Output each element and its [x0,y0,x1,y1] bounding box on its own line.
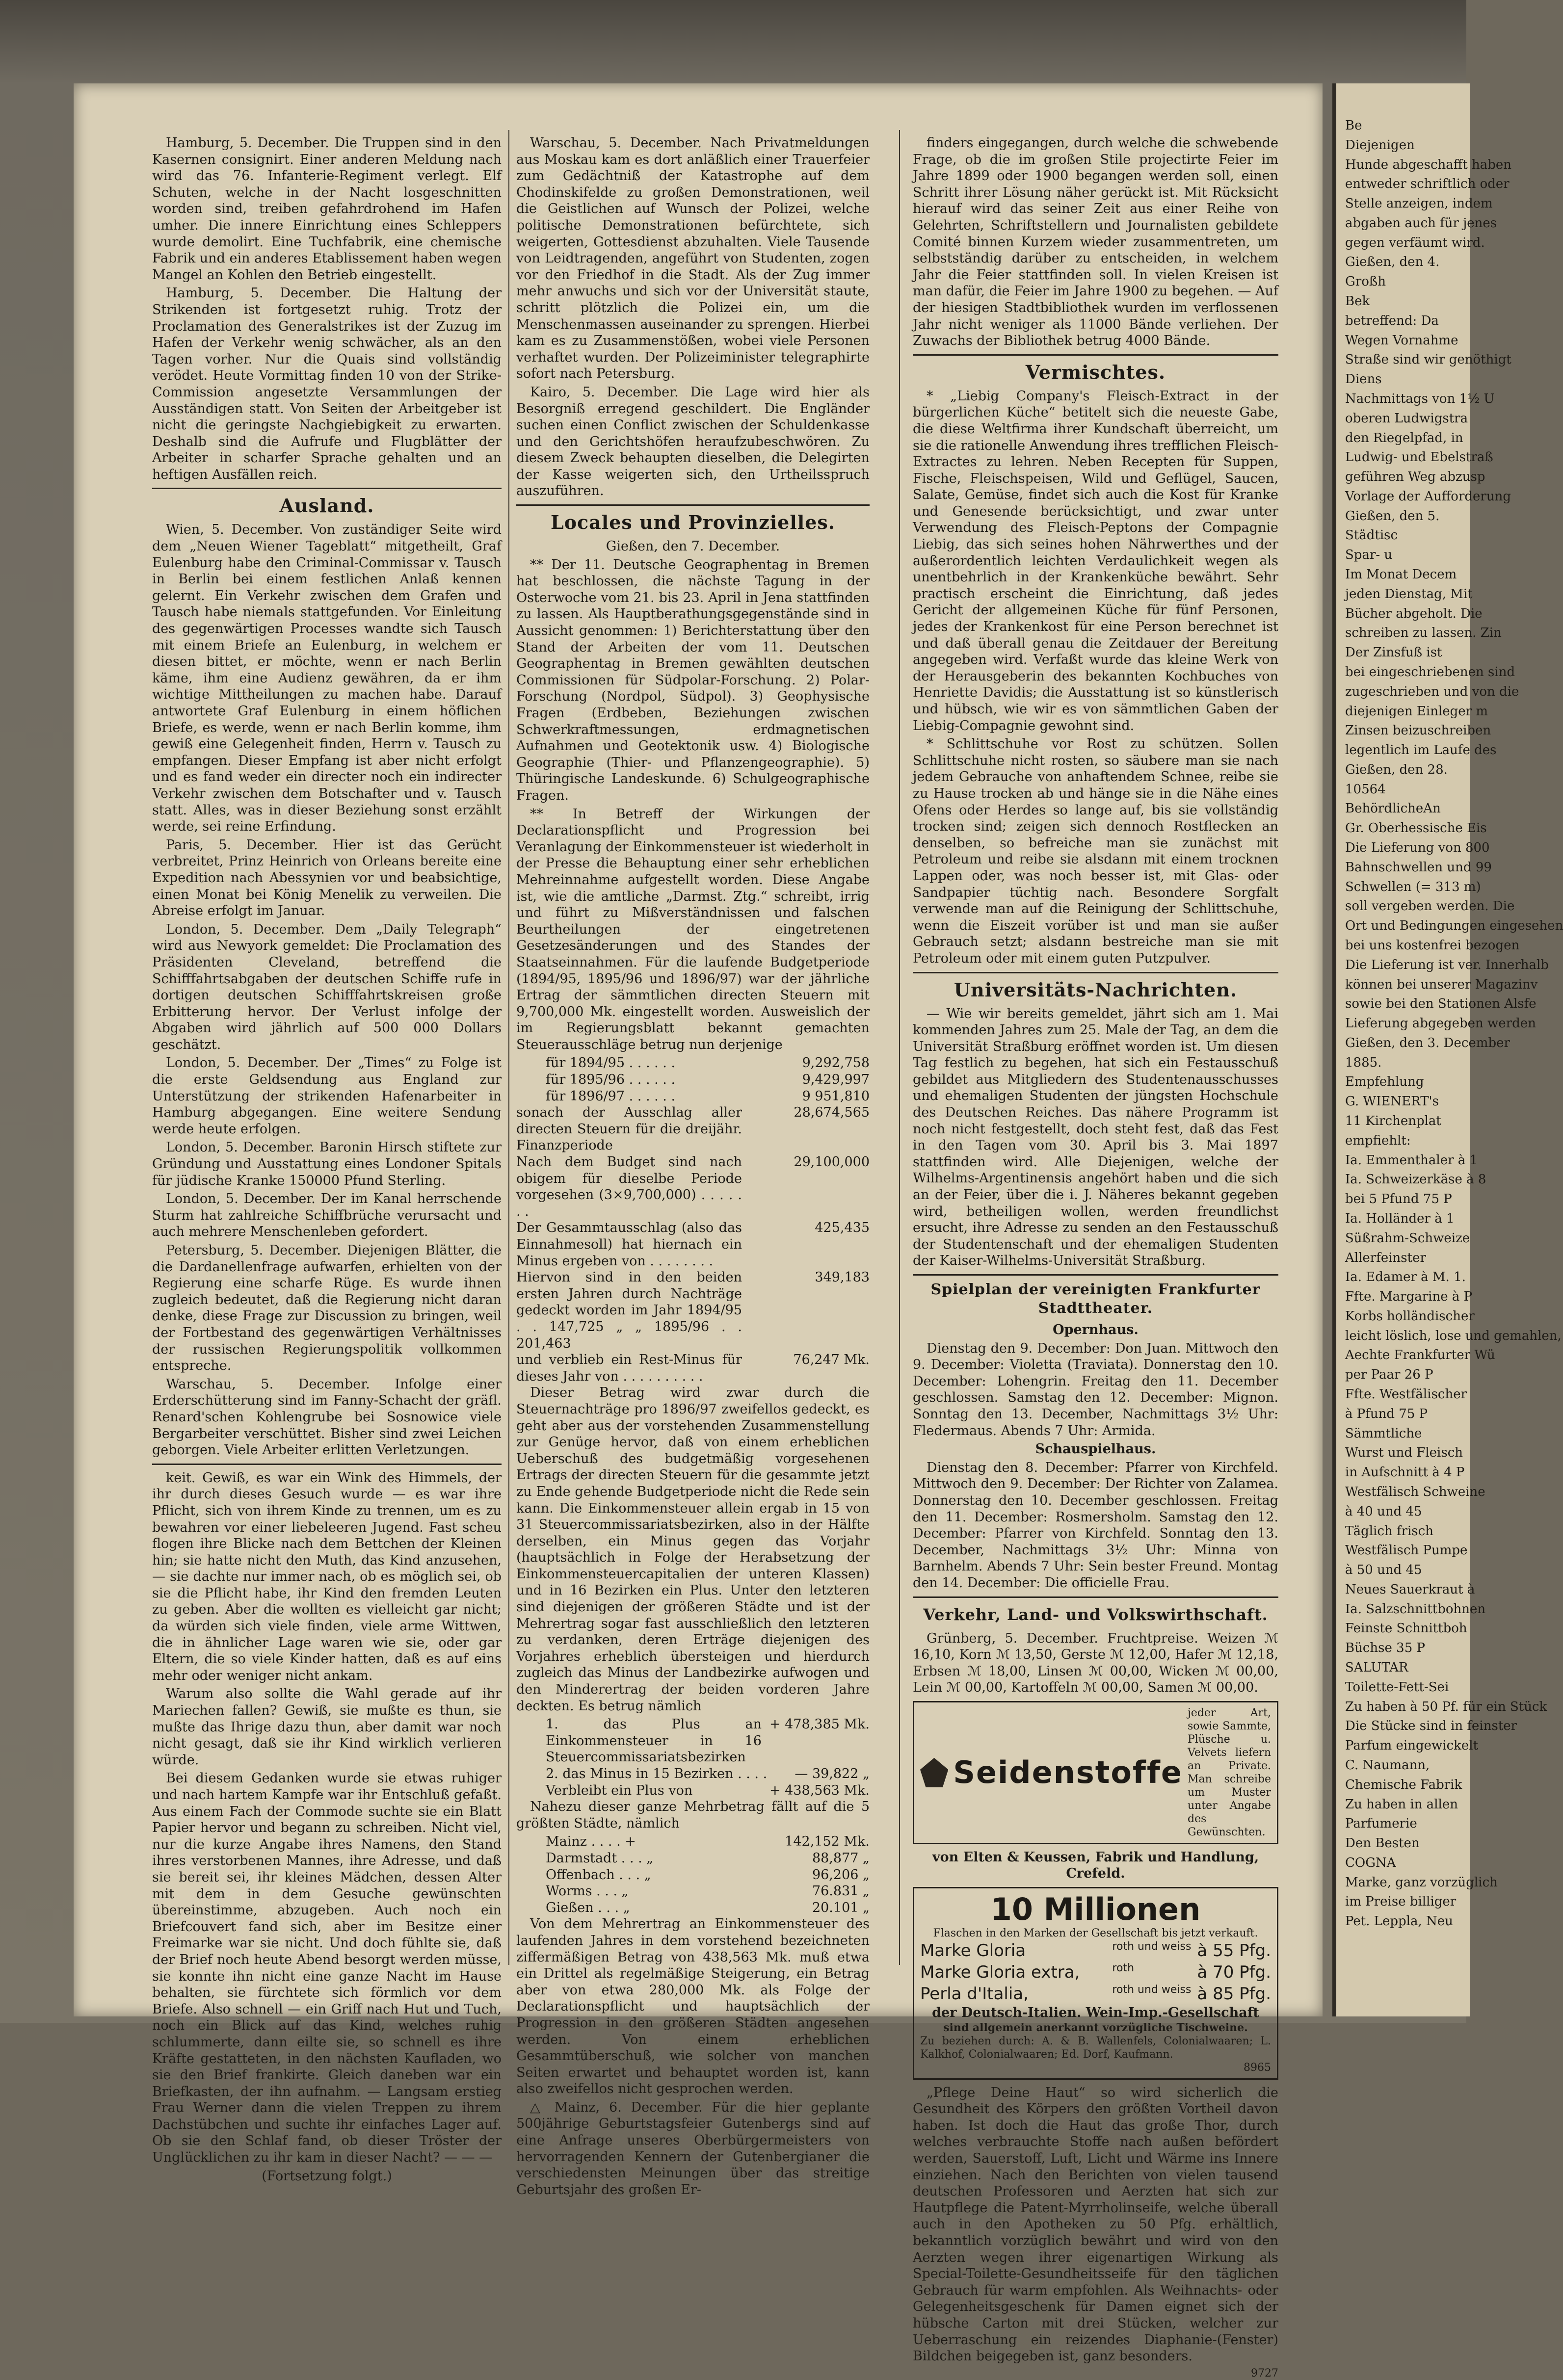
article-warschau-2: Warschau, 5. December. Nach Privatmeldungen aus Moskau kam es dort anläßlich einer Trauerfeier zum Gedächtniß der Katastrophe auf dem Chodinskifelde zu großen Demonstrationen, weil die Geistlichen auf Wunsch der Polizei, welche politische Demonstrationen befürchtete, sich weigerten, Gottesdienst abzuhalten. Viele Tausende von Leidtragenden, angeführt von Studenten, zogen vor den Friedhof in die Stadt. Als der Zug immer mehr anwuchs und sich vor der Universität staute, schritt plötzlich die Polizei ein, um die Menschenmassen auseinander zu sprengen. Hierbei kam es zu Zusammenstößen, wobei viele Personen verhaftet wurden. Der Polizeiminister telegraphirte sofort nach Petersburg. [516,135,870,382]
table-row: Nach dem Budget sind nach obigem für dieselbe Periode vorgesehen (3×9,700,000) . . . . . . . 29,100,000 [516,1154,870,1219]
article-mainz-cont: finders eingegangen, durch welche die schwebende Frage, ob die im großen Stile projectirte Feier im Jahre 1899 oder 1900 begangen werden soll, einen Schritt ihrer Lösung näher gerückt ist. Mit Rücksicht hierauf wird das seiner Zeit aus einer Reihe von Gelehrten, Schriftstellern und Journalisten gebildete Comité binnen Kurzem wieder zusammentreten, um selbstständig darüber zu entscheiden, in welchem Jahr die Feier stattfinden soll. In vielen Kreisen ist man dafür, die Feier im Jahre 1900 zu begehen. — Auf der hiesigen Stadtbibliothek wurden im verflossenen Jahr nicht weniger als 11000 Bände verliehen. Der Zuwachs der Bibliothek betrug 4000 Bände. [913,135,1278,349]
wine-table [920,1940,1271,2005]
right-page-line: diejenigen Einleger m [1345,704,1488,719]
right-page-line: entweder schriftlich oder [1345,177,1510,192]
right-page-line: Korbs holländischer [1345,1308,1475,1324]
ad-number: 9727 [1251,2367,1278,2380]
heading-universitaet: Universitäts-Nachrichten. [954,978,1238,1001]
table-row: 2. das Minus in 15 Bezirken . . . . — 39,822 „ [546,1766,870,1781]
right-page-line: Feinste Schnittboh [1345,1621,1467,1636]
article-liebig: * „Liebig Company's Fleisch-Extract in der bürgerlichen Küche“ betitelt sich die neueste Gabe, die diese Weltfirma ihrer Kundschaft überreicht, um sie die rationelle Anwendung ihres trefflichen Fleisch-Extractes zu lehren. Neben Recepten für Suppen, Fische, Fleischspeisen, Wild und Geflügel, Saucen, Salate, Gemüse, findet sich auch die Kost für Kranke und Genesende berücksichtigt, und zwar unter Verwendung des Fleisch-Peptons der Compagnie Liebig, das sich seines hohen Nährwerthes und der außerordentlich leichten Verdaulichkeit wegen als unentbehrlich in der Krankenküche bewährt. Sehr practisch erscheint die Einrichtung, daß jedes Gericht der allgemeinen Küche für fünf Personen, jedes der Krankenkost für eine Person berechnet ist und daß überall genau die Zeitdauer der Bereitung angegeben wird. Verfaßt wurde das kleine Werk von der Herausgeberin des bekannten Kochbuches von Henriette Davidis; die Ausstattung ist so künstlerisch und hübsch, wie wir es von sämmtlichen Gaben der Liebig-Compagnie gewohnt sind. [913,388,1278,733]
right-page-line: Der Zinsfuß ist [1345,645,1442,660]
article-steuer-3: Nahezu dieser ganze Mehrbetrag fällt auf die 5 größten Städte, nämlich [516,1799,870,1831]
feuilleton-1: keit. Gewiß, es war ein Wink des Himmels, der ihr durch dieses Gesuch wurde — es war ihre Pflicht, sich von ihrem Kinde zu trennen, um es zu bewahren vor einer liebeleeren Jugend. Fast scheu flogen ihre Blicke nach dem Bettchen der Kleinen hin; sie hatte nicht den Muth, das Kind anzusehen, — sie dachte nur immer nach, ob es möglich sei, ob sie die Pflicht habe, ihr Kind den fremden Leuten zu geben. Aber die wollten es vielleicht gar nicht; da würden sich viele finden, viele arme Wittwen, die in ähnlicher Lage waren wie sie, oder gar Eltern, die so viele Kinder hatten, daß es auf eins mehr oder weniger nicht ankam. [152,1470,502,1683]
wine-name: Marke Gloria [920,1941,1026,1961]
article-hamburg-2: Hamburg, 5. December. Die Haltung der Strikenden ist fortgesetzt ruhig. Trotz der Proclamation des Generalstrikes ist der Zuzug im Hafen der Verkehr wenig schwächer, als an den Tagen vorher. Nur die Quais sind vollständig verödet. Heute Vormittag finden 10 von der Strike-Commission angesetzte Versammlungen der Ausständigen statt. Von Seiten der Arbeitgeber ist nicht die geringste Nachgiebigkeit zu erwarten. Deshalb sind die Aufrufe und Flugblätter der Arbeiter in scharfer Sprache gehalten und an heftigen Ausfällen reich. [152,286,502,482]
right-page-line: können bei unserer Magazinv [1345,977,1538,992]
article-paris: Paris, 5. December. Hier ist das Gerücht verbreitet, Prinz Heinrich von Orleans bereite eine Expedition nach Abessynien vor und beabsichtige, einen Monat bei König Menelik zu verweilen. Die Abreise erfolgt im Januar. [152,837,502,919]
right-page-line: Im Monat Decem [1345,567,1457,582]
wine-kind: roth und weiss [1112,1940,1192,1953]
right-page-line: Süßrahm-Schweize [1345,1230,1470,1246]
right-page-line: Ort und Bedingungen eingesehen [1345,918,1563,934]
right-page-line: Stelle anzeigen, indem [1345,196,1493,211]
right-page-line: Lieferung abgegeben werden [1345,1016,1536,1031]
right-page-line: Diens [1345,372,1382,387]
section-rule [913,1274,1278,1276]
right-page-line: Bahnschwellen und 99 [1345,860,1492,875]
ad-brand: Seidenstoffe [953,1754,1183,1790]
right-page-line: legentlich im Laufe des [1345,743,1497,758]
right-page-line: Großh [1345,274,1386,289]
section-rule [516,504,870,506]
article-kairo: Kairo, 5. December. Die Lage wird hier als Besorgniß erregend geschildert. Die Engländer suchen einen Conflict zwischen der Schuldenkasse und den Gerichtshöfen heraufzubeschwören. Zu diesem Zweck behaupten dieselben, die Delegirten der Kasse weigerten sich, den Urtheilsspruch auszuführen. [516,384,870,499]
right-page-line: Westfälisch Pumpe [1345,1543,1468,1558]
right-page-line: à 40 und 45 [1345,1504,1422,1519]
ad-note: sind allgemein anerkannt vorzügliche Tischweine. [943,2021,1248,2034]
right-page-line: leicht löslich, lose und gemahlen, [1345,1328,1562,1343]
right-page-line: soll vergeben werden. Die [1345,899,1515,914]
right-page-line: Städtisc [1345,528,1398,543]
table-row: für 1895/96 . . . . . . 9,429,997 [546,1072,870,1088]
right-page-line: Vorlage der Aufforderung [1345,489,1511,504]
right-page-line: 10564 [1345,782,1386,797]
right-page-line: Empfehlung [1345,1074,1424,1090]
right-page-line: empfiehlt: [1345,1133,1411,1148]
article-schlittschuhe: * Schlittschuhe vor Rost zu schützen. Sollen Schlittschuhe nicht rosten, so säubere man sie nach jedem Gebrauche von anhaftendem Schnee, reibe sie zu Hause trocken ab und hänge sie in die Nähe eines Ofens oder Herdes so lange auf, bis sie vollständig trocken sind; zeigen sich dennoch Rostflecken an denselben, so befreiche man sie zunächst mit Petroleum und reibe sie alsdann mit einem trocknen Lappen oder, was noch besser ist, mit Glas- oder Sandpapier tüchtig nach. Besondere Sorgfalt verwende man auf die Reinigung der Schlittschuhe, wenn die Eiszeit vorüber ist und man sie außer Gebrauch setzt; alsdann bestreiche man sie mit Petroleum oder mit einem guten Putzpulver. [913,736,1278,966]
right-page-line: Die Lieferung ist ver. Innerhalb [1345,957,1549,972]
right-page-line: BehördlicheAn [1345,801,1441,816]
right-page-line: Zu haben in allen [1345,1797,1458,1812]
right-page-line: 1885. [1345,1055,1382,1070]
column-2 [516,135,870,2197]
table-row: Der Gesammtausschlag (also das Einnahmesoll) hat hiernach ein Minus ergeben von . . . . . . . . 425,435 [516,1220,870,1269]
right-page-line: Bek [1345,294,1370,309]
feuilleton-3: Bei diesem Gedanken wurde sie etwas ruhiger und nach hartem Kampfe war ihr Entschluß gefaßt. Aus einem Fach der Commode suchte sie ein Blatt Papier hervor und begann zu schreiben. Nicht viel, nur die kurze Angabe ihres Namens, den Stand ihres verstorbenen Mannes, ihre Adresse, und daß sie bereit sei, ihr kleines Mädchen, dessen Alter mit dem in dem Gesuche gewünschten übereinstimme, abzugeben. Auch noch ein Briefcouvert fand sich, aber im Besitze einer Freimarke war sie nicht. Und doch fühlte sie, daß der Brief noch heute Abend besorgt werden müsse, sie konnte ihn nicht eine ganze Nacht im Hause behalten, sie fürchtete sich förmlich vor dem Briefe. Also schnell — ein Griff nach Hut und Tuch, noch ein Blick auf das Kind, welches ruhig schlummerte, dann eilte sie, so schnell es ihre Kräfte gestatteten, in den nächsten Kaufladen, wo sie den Brief frankirte. Gleich daneben war ein Briefkasten, der ihn aufnahm. — Langsam erstieg Frau Werner dann die vielen Treppen zu ihrem Dachstübchen und suchte ihr einfaches Lager auf. Ob sie den Schlaf fand, ob dieser Tröster der Unglücklichen zu ihr kam in dieser Nacht? — — — [152,1771,502,2166]
table-row: 1. das Plus an Einkommensteuer in 16 Steuercommissariatsbezirken + 478,385 Mk. [546,1717,870,1765]
right-page-line: Ludwig- und Ebelstraß [1345,450,1493,465]
article-strassburg: — Wie wir bereits gemeldet, jährt sich am 1. Mai kommenden Jahres zum 25. Male der Tag, an dem die Universität Straßburg eröffnet worden ist. Um diesen Tag festlich zu begehen, hat sich ein Festausschuß gebildet aus Mitgliedern des Studentenausschusses und ehemaligen Studenten der jüngsten Hochschule des Deutschen Reiches. Das nähere Programm ist noch nicht festgestellt, doch steht fest, daß das Fest in den Tagen vom 30. April bis 3. Mai 1897 stattfinden wird. Alle Diejenigen, welche der Wilhelms-Argentinensis angehört haben und die sich an der Feier, über die i. J. Näheres bekannt gegeben wird, betheiligen wollen, werden freundlichst ersucht, ihre Adresse zu senden an den Festausschuß der Studentenschaft und der ehemaligen Studenten der Kaiser-Wilhelms-Universität Straßburg. [913,1006,1278,1269]
ad-hautpflege: „Pflege Deine Haut“ so wird sicherlich die Gesundheit des Körpers den größten Vortheil davon haben. Ist doch die Haut das große Thor, durch welches verbrauchte Stoffe nach außen befördert werden, Sauerstoff, Luft, Licht und Wärme ins Innere einziehen. Nach den Berichten von vielen tausend deutschen Professoren und Aerzten hat sich zur Hautpflege die Patent-Myrrholinseife, welche überall auch in den Apotheken zu 50 Pfg. erhältlich, bekanntlich vorzüglich bewährt und wird von den Aerzten wegen ihrer eigenartigen Wirkung als Special-Toilette-Gesundheitsseife für den täglichen Gebrauch für warm empfohlen. Als Weihnachts- oder Gelegenheitsgeschenk für Damen eignet sich der hübsche Carton mit drei Stücken, welcher zur Ueberraschung ein reizendes Diaphanie-(Fenster) Bildchen beigegeben ist, ganz besonders. [913,2085,1278,2364]
right-page-line: Parfum eingewickelt [1345,1738,1479,1753]
ad-title: 10 Millionen [990,1891,1201,1928]
ad-number: 8965 [1244,2061,1271,2074]
ad-company: der Deutsch-Italien. Wein-Imp.-Gesellschaft [932,2005,1259,2021]
right-page-line: Wurst und Fleisch [1345,1445,1463,1461]
right-page-line: Be [1345,118,1362,133]
right-page-line: COGNA [1345,1855,1396,1870]
right-page-line: Ia. Salzschnittbohnen [1345,1601,1486,1617]
feuilleton-2: Warum also sollte die Wahl gerade auf ihr Mariechen fallen? Gewiß, sie mußte es thun, sie mußte das Ihrige dazu thun, aber damit war noch nicht gesagt, daß sie ihr Kind wirklich verlieren würde. [152,1686,502,1768]
tax-table-1 [516,1055,870,1104]
right-page-line: Gießen, den 3. December [1345,1035,1510,1050]
article-steuer: ** In Betreff der Wirkungen der Declarationspflicht und Progression bei Veranlagung der Einkommensteuer ist wiederholt in der Presse die Behauptung einer sehr erheblichen Mehreinnahme aufgestellt worden. Diese Angabe ist, wie die amtliche „Darmst. Ztg.“ schreibt, irrig und führt zu Mißverständnissen und falschen Beurtheilungen der eingetretenen Gesetzesänderungen und des Standes der Staatseinnahmen. Für die laufende Budgetperiode (1894/95, 1895/96 und 1896/97) war der jährliche Ertrag der sämmtlichen directen Steuern mit 9,700,000 Mk. eingestellt worden. Ausweislich der im Regierungsblatt bekannt gemachten Steuerausschläge betrug nun derjenige [516,806,870,1052]
right-page-line: bei 5 Pfund 75 P [1345,1192,1452,1207]
right-page-line: Ffte. Westfälischer [1345,1387,1467,1402]
article-mainz: △ Mainz, 6. December. Für die hier geplante 500jährige Geburtstagsfeier Gutenbergs sind auf eine Anfrage unseres Oberbürgermeisters von hervorragenden Kennern der Gutenbergianer die verschiedensten Meinungen über das streitige Geburtsjahr des großen Er- [516,2099,870,2197]
table-row: Gießen . . . „ 20.101 „ [546,1900,870,1915]
right-page-line: abgaben auch für jenes [1345,215,1497,231]
wine-kind: roth und weiss [1112,1984,1192,1996]
article-geographentag: ** Der 11. Deutsche Geographentag in Bremen hat beschlossen, die nächste Tagung in der Osterwoche vom 21. bis 23. April in Jena stattfinden zu lassen. Als Hauptberathungsgegenstände sind in Aussicht genommen: 1) Berichterstattung über den Stand der Arbeiten der vom 11. Deutschen Geographentag in Bremen gewählten deutschen Commissionen für Südpolar-Forschung. 2) Polar-Forschung (Nordpol, Südpol). 3) Geophysische Fragen (Erdbeben, Beziehungen zwischen Schwerkraftmessungen, erdmagnetischen Aufnahmen und Geotektonik usw. 4) Biologische Geographie (Thier- und Pflanzengeographie). 5) Thüringische Landeskunde. 6) Schulgeographische Fragen. [516,557,870,803]
article-fruchtpreise: Grünberg, 5. December. Fruchtpreise. Weizen ℳ 16,10, Korn ℳ 13,50, Gerste ℳ 12,00, Hafer ℳ 12,18, Erbsen ℳ 18,00, Linsen ℳ 00,00, Wicken ℳ 00,00, Lein ℳ 00,00, Kartoffeln ℳ 00,00, Samen ℳ 00,00. [913,1630,1278,1696]
right-page-line: Zinsen beizuschreiben [1345,723,1491,738]
table-row: sonach der Ausschlag aller directen Steuern für die dreijähr. Finanzperiode 28,674,565 [516,1105,870,1153]
tax-table-3 [516,1833,870,1916]
right-page-line: Die Stücke sind in feinster [1345,1719,1517,1734]
right-page-line: Sämmtliche [1345,1426,1422,1441]
right-page-line: geführen Weg abzusp [1345,470,1485,485]
right-page-line: Ffte. Margarine à P [1345,1289,1473,1305]
right-page-line: Neues Sauerkraut à [1345,1582,1475,1597]
article-wien: Wien, 5. December. Von zuständiger Seite wird dem „Neuen Wiener Tageblatt“ mitgetheilt, Graf Eulenburg habe den Criminal-Commissar v. Tausch in Berlin bei einem festlichen Anlaß kennen gelernt. Ein Verkehr zwischen dem Grafen und Tausch habe niemals stattgefunden. Vor Einleitung des gegenwärtigen Processes wandte sich Tausch mit einem Briefe an Eulenburg, in welchem er diesen bittet, er möchte, wenn er nach Berlin käme, ihm eine Audienz gewähren, da er ihm wichtige Mittheilungen zu machen habe. Darauf antwortete Graf Eulenburg in einem höflichen Briefe, es werde, wenn er nach Berlin komme, ihm gewiß eine Gelegenheit finden, Herrn v. Tausch zu empfangen. Dieser Empfang ist aber nicht erfolgt und es fand weder ein directer noch ein indirecter Verkehr zwischen dem Botschafter und v. Tausch statt. Alles, was in dieser Beziehung sonst erzählt werde, sei reine Erfindung. [152,522,502,835]
right-page-line: G. WIENERT's [1345,1094,1439,1109]
right-page-line: Ia. Emmenthaler à 1 [1345,1152,1478,1168]
article-london-1: London, 5. December. Dem „Daily Telegraph“ wird aus Newyork gemeldet: Die Proclamation des Präsidenten Cleveland, betreffend die Schifffahrtsabgaben der deutschen Schiffe rufe in dortigen deutschen Schifffahrtskreisen große Erbitterung hervor. Der Verlust infolge der Abgaben wird jährlich auf 500 000 Dollars geschätzt. [152,921,502,1052]
ad-seidenstoffe [913,1701,1278,1844]
section-rule [913,354,1278,356]
heading-spielplan: Spielplan der vereinigten Frankfurter Stadttheater. [930,1281,1261,1317]
section-rule [152,488,502,489]
wine-price: à 70 Pfg. [1197,1962,1271,1983]
right-page-line: Pet. Leppla, Neu [1345,1914,1453,1929]
right-page-line: betreffend: Da [1345,313,1439,328]
right-page-line: Marke, ganz vorzüglich [1345,1875,1498,1890]
right-page-line: Hunde abgeschafft haben [1345,157,1511,172]
right-page-line: Straße sind wir genöthigt [1345,352,1511,367]
ad-subtitle: Flaschen in den Marken der Gesellschaft bis jetzt verkauft. [933,1927,1258,1940]
table-row: Darmstadt . . . „ 88,877 „ [546,1850,870,1866]
right-page-line: bei eingeschriebenen sind [1345,664,1515,680]
heading-ausland: Ausland. [279,495,374,517]
wine-price: à 55 Pfg. [1197,1941,1271,1961]
column-3 [913,135,1278,2380]
right-page-line: sowie bei den Stationen Alsfe [1345,996,1537,1012]
right-page-line: Westfälisch Schweine [1345,1484,1485,1499]
right-page-line: Gießen, den 28. [1345,762,1448,777]
article-steuer-4: Von dem Mehrertrag an Einkommensteuer des laufenden Jahres in dem vorstehend bezeichneten ziffermäßigen Betrag von 438,563 Mk. muß etwa ein Drittel als regelmäßige Steigerung, ein Betrag aber von etwa 280,000 Mk. als Folge der Declarationspflicht und hauptsächlich der Progression in den größeren Städten angesehen werden. Von einem erheblichen Gesammtüberschuß, wie solcher von manchen Seiten erwartet und behauptet worden ist, kann also zweifellos nicht gesprochen werden. [516,1916,870,2097]
heading-vermischtes: Vermischtes. [1025,361,1166,383]
heading-locales: Locales und Provinzielles. [550,511,836,534]
subheading-opernhaus: Opernhaus. [1053,1322,1139,1337]
right-page-line: Spar- u [1345,548,1393,563]
right-page-line: Den Besten [1345,1836,1420,1851]
right-page-line: den Riegelpfad, in [1345,430,1463,445]
right-page-line: Zu haben à 50 Pf. für ein Stück [1345,1699,1547,1714]
ad-10-millionen [913,1887,1278,2080]
right-page-line: Chemische Fabrik [1345,1777,1462,1792]
subheading-schauspielhaus: Schauspielhaus. [1035,1441,1156,1457]
table-row: Worms . . . „ 76.831 „ [546,1883,870,1899]
right-page-line: Schwellen (= 313 m) [1345,879,1481,894]
ad-dealers: Zu beziehen durch: A. & B. Wallenfels, Colonialwaaren; L. Kalkhof, Colonialwaaren; Ed. Dorf, Kaufmann. [920,2035,1271,2061]
right-page-line: Allerfeinster [1345,1250,1426,1265]
column-1 [152,135,502,2184]
right-page-line: per Paar 26 P [1345,1367,1433,1383]
right-page-line: Büchse 35 P [1345,1641,1425,1656]
right-page-line: Wegen Vornahme [1345,333,1458,348]
right-page-line: SALUTAR [1345,1660,1408,1675]
table-row: für 1896/97 . . . . . . 9 951,810 [546,1088,870,1104]
continuation-note: (Fortsetzung folgt.) [262,2168,392,2184]
wine-kind: roth [1112,1962,1135,1975]
table-row: für 1894/95 . . . . . . 9,292,758 [546,1055,870,1071]
right-page-line: Parfumerie [1345,1816,1417,1831]
article-london-3: London, 5. December. Baronin Hirsch stiftete zur Gründung und Ausstattung eines Londoner Spitals für jüdische Kranke 150000 Pfund Sterling. [152,1140,502,1188]
wine-name: Marke Gloria extra, [920,1962,1080,1983]
section-rule [913,972,1278,973]
column-rule-2 [899,130,900,1965]
article-london-4: London, 5. December. Der im Kanal herrschende Sturm hat zahlreiche Schiffbrüche verursacht und auch mehrere Menschenleben gefordert. [152,1191,502,1240]
right-page-line: C. Naumann, [1345,1757,1430,1773]
right-page-line: Gießen, den 4. [1345,255,1440,270]
tax-table-2 [516,1716,870,1799]
ad-details: jeder Art, sowie Sammte, Plüsche u. Velvets liefern an Private. Man schreibe um Muster unter Angabe des Gewünschten. [1188,1706,1271,1838]
bee-logo-icon [920,1758,948,1787]
article-london-2: London, 5. December. Der „Times“ zu Folge ist die erste Geldsendung aus England zur Unterstützung der strikenden Hafenarbeiter in Hamburg abgegangen. Eine weitere Sendung werde heute erfolgen. [152,1055,502,1137]
right-page-line: in Aufschnitt à 4 P [1345,1465,1465,1480]
right-page-line: gegen verfäumt wird. [1345,235,1485,250]
table-row: Hiervon sind in den beiden ersten Jahren durch Nachträge gedeckt worden im Jahr 1894/95 . . 147,725 „ „ 1895/96 . . 201,463 349,183 [516,1270,870,1351]
right-page-line: Täglich frisch [1345,1523,1433,1539]
right-page-line: Gießen, den 5. [1345,508,1440,523]
right-page-line: im Preise billiger [1345,1894,1457,1909]
dateline: Gießen, den 7. December. [606,539,780,554]
section-rule [913,1596,1278,1598]
right-page-line: Nachmittags von 1½ U [1345,391,1495,406]
right-page-line: Ia. Edamer à M. 1. [1345,1270,1466,1285]
right-page-line: Die Lieferung von 800 [1345,840,1490,856]
right-page-line: zugeschrieben und von die [1345,684,1519,699]
right-page-line: Ia. Holländer à 1 [1345,1211,1455,1226]
right-page-line: Bücher abgeholt. Die [1345,606,1483,621]
program-schauspielhaus: Dienstag den 8. December: Pfarrer von Kirchfeld. Mittwoch den 9. December: Der Richter von Zalamea. Donnerstag den 10. December geschlossen. Freitag den 11. December: Rosmersholm. Samstag den 12. December: Pfarrer von Kirchfeld. Sonntag den 13. December, Nachmittags 3½ Uhr: Minna von Barnhelm. Abends 7 Uhr: Sein bester Freund. Montag den 14. December: Die officielle Frau. [913,1460,1278,1591]
article-hamburg-1: Hamburg, 5. December. Die Truppen sind in den Kasernen consignirt. Einer anderen Meldung nach wird das 76. Infanterie-Regiment verlegt. Elf Schuten, welche in der Nacht losgeschnitten worden sind, treiben gefahrdrohend im Hafen umher. Die innere Einrichtung eines Schleppers wurde demolirt. Eine Tuchfabrik, eine chemische Fabrik und ein anderes Etablissement haben wegen Mangel an Kohlen den Betrieb eingestellt. [152,135,502,283]
feuilleton-rule [152,1464,502,1465]
right-page-line: Toilette-Fett-Sei [1345,1679,1449,1695]
article-steuer-2: Dieser Betrag wird zwar durch die Steuernachträge pro 1896/97 zweifellos gedeckt, es geht aber aus der vorstehenden Zusammenstellung zur Genüge hervor, daß von einem erheblichen Ueberschuß des budgetmäßig vorgesehenen Ertrags der directen Steuern für die gesammte jetzt zu Ende gehende Budgetperiode nicht die Rede sein kann. Die Einkommensteuer allein ergab in 15 von 31 Steuercommissariatsbezirken, also in der Hälfte derselben, ein Minus gegen das Vorjahr (hauptsächlich in Folge der Herabsetzung der Einkommensteuercapitalien der unteren Klassen) und in 16 Bezirken ein Plus. Unter den letzteren sind diejenigen der größeren Städte und ist der Mehrertrag sogar fast ausschließlich den letzteren zu verdanken, deren Erträge diejenigen des Vorjahres erheblich übersteigen und hierdurch zugleich das Minus der Landbezirke aufwogen und den Minderertrag der beiden vorderen Jahre deckten. Es betrug nämlich [516,1385,870,1714]
table-row: und verblieb ein Rest-Minus für dieses Jahr von . . . . . . . . . . 76,247 Mk. [516,1352,870,1384]
right-page-line: bei uns kostenfrei bezogen [1345,938,1520,953]
program-opernhaus: Dienstag den 9. December: Don Juan. Mittwoch den 9. December: Violetta (Traviata). Donnerstag den 10. December: Lohengrin. Freitag den 11. December geschlossen. Samstag den 12. December: Mignon. Sonntag den 13. December, Nachmittags 3½ Uhr: Fledermaus. Abends 7 Uhr: Armida. [913,1340,1278,1438]
right-page-line: à Pfund 75 P [1345,1406,1428,1421]
wine-price: à 85 Pfg. [1197,1984,1271,2004]
right-page-line: oberen Ludwigstra [1345,411,1468,426]
right-page-line: Ia. Schweizerkäse à 8 [1345,1172,1486,1187]
right-page-line: Gr. Oberhessische Eis [1345,821,1487,836]
ad-firm: von Elten & Keussen, Fabrik und Handlung, Crefeld. [932,1849,1259,1882]
right-page-line: 11 Kirchenplat [1345,1114,1441,1129]
article-warschau-1: Warschau, 5. December. Infolge einer Erderschütterung sind im Fanny-Schacht der gräfl. Renard'schen Kohlengrube bei Sosnowice viele Bergarbeiter verschüttet. Bisher sind zwei Leichen geborgen. Viele Arbeiter erlitten Verletzungen. [152,1376,502,1458]
right-page-line: jeden Dienstag, Mit [1345,586,1473,602]
article-petersburg: Petersburg, 5. December. Diejenigen Blätter, die die Dardanellenfrage aufwarfen, erhielten von der Regierung eine scharfe Rüge. Es wurde ihnen zugleich bedeutet, daß die Regierung nicht daran denke, diese Frage zur Discussion zu bringen, weil der Fortbestand des gegenwärtigen Verhältnisses der russischen Regierungspolitik vollkommen entspreche. [152,1243,502,1374]
table-row: Verbleibt ein Plus von + 438,563 Mk. [546,1782,870,1798]
right-page-line: à 50 und 45 [1345,1563,1422,1578]
right-page-line: Aechte Frankfurter Wü [1345,1348,1495,1363]
right-page-line: Diejenigen [1345,137,1415,153]
heading-verkehr: Verkehr, Land- und Volkswirthschaft. [923,1605,1268,1624]
table-row: Offenbach . . . „ 96,206 „ [546,1867,870,1883]
right-page-fragment [1332,83,1563,2016]
right-page-line: schreiben zu lassen. Zin [1345,626,1502,641]
column-rule-1 [508,130,509,1965]
table-row: Mainz . . . . + 142,152 Mk. [546,1834,870,1850]
wine-name: Perla d'Italia, [920,1984,1029,2004]
